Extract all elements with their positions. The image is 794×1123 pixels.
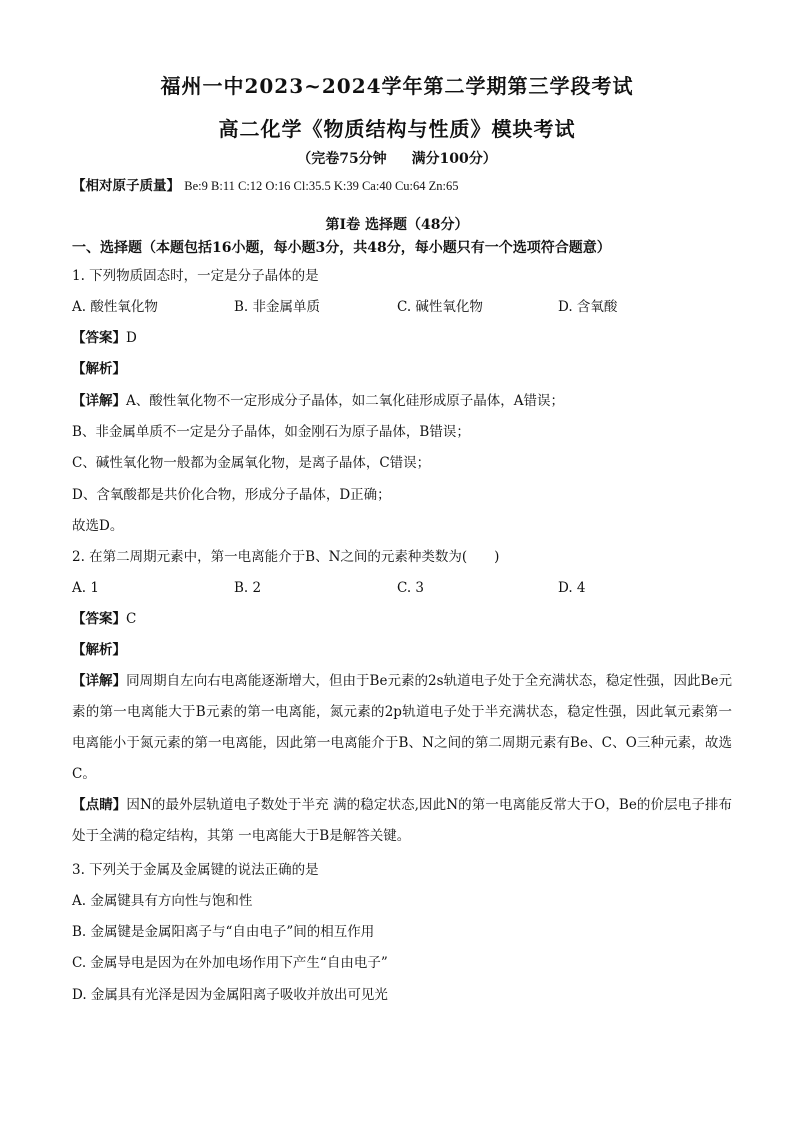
exam-duration: （完卷75分钟 (297, 151, 387, 167)
q3-option-a: A. 金属键具有方向性与饱和性 (72, 893, 253, 909)
q3-option-b: B. 金属键是金属阳离子与“自由电子”间的相互作用 (72, 924, 375, 940)
q1-detail-line-4: D、含氧酸都是共价化合物，形成分子晶体，D正确； (72, 487, 391, 503)
q2-option-b: B. 2 (234, 580, 262, 596)
q1-answer (72, 328, 137, 348)
q1-option-c: C. 碱性氧化物 (397, 299, 483, 315)
atomic-masses-values: Be:9 B:11 C:12 O:16 Cl:35.5 K:39 Ca:40 Cu:64 Zn:65 (184, 179, 459, 193)
q1-answer-label: 【答案】 (72, 330, 126, 346)
q3-option-c: C. 金属导电是因为在外加电场作用下产生“自由电子” (72, 955, 388, 971)
q2-option-a: A. 1 (72, 580, 99, 596)
exam-score: 满分100分） (411, 151, 497, 167)
q1-detail-label: 【详解】 (72, 393, 126, 409)
q2-detail-label: 【详解】 (72, 673, 127, 689)
q1-detail-line-1 (72, 391, 564, 411)
q1-stem: 1. 下列物质固态时，一定是分子晶体的是 (72, 268, 319, 284)
atomic-masses (72, 176, 459, 196)
q2-answer-label: 【答案】 (72, 611, 126, 627)
section-instruction: 一、选择题（本题包括16小题，每小题3分，共48分，每小题只有一个选项符合题意） (72, 240, 611, 256)
q2-answer-value: C (126, 611, 137, 627)
q1-conclusion: 故选D。 (72, 518, 124, 534)
q2-comment-text: 因N的最外层轨道电子数处于半充 满的稳定状态,因此N的第一电离能反常大于O，Be的价层电子排布处于全满的稳定结构，其第 一电离能大于B是解答关键。 (72, 797, 733, 844)
section-heading: 第Ⅰ卷 选择题（48分） (325, 217, 469, 233)
q2-option-c: C. 3 (397, 580, 425, 596)
q2-detail (72, 666, 732, 790)
q1-option-a: A. 酸性氧化物 (72, 299, 158, 315)
q2-comment-label: 【点睛】 (72, 797, 127, 813)
q3-option-d: D. 金属具有光泽是因为金属阳离子吸收并放出可见光 (72, 987, 388, 1003)
q1-answer-value: D (126, 330, 137, 346)
q3-stem: 3. 下列关于金属及金属键的说法正确的是 (72, 862, 319, 878)
q1-option-d: D. 含氧酸 (558, 299, 618, 315)
atomic-masses-label: 【相对原子质量】 (72, 178, 180, 194)
q1-detail-line-3: C、碱性氧化物一般都为金属氧化物，是离子晶体，C错误； (72, 455, 431, 471)
q1-option-b: B. 非金属单质 (234, 299, 321, 315)
q2-detail-text: 同周期自左向右电离能逐渐增大，但由于Be元素的2s轨道电子处于全充满状态，稳定性强，因此Be元素的第一电离能大于B元素的第一电离能，氮元素的2p轨道电子处于半充满状态，稳定性强，因此氧元素第一电离能小于氮元素的第一电离能，因此第一电离能介于B、N之间的第二周期元素有Be、C、O三种元素，故选C。 (72, 673, 733, 782)
exam-info (0, 148, 794, 168)
q2-answer (72, 609, 136, 629)
q2-stem: 2. 在第二周期元素中，第一电离能介于B、N之间的元素种类数为( ) (72, 549, 500, 565)
q2-comment (72, 790, 732, 852)
q1-detail-text: A、酸性氧化物不一定形成分子晶体，如二氧化硅形成原子晶体，A错误； (126, 393, 564, 409)
q1-analysis-label: 【解析】 (72, 361, 126, 377)
exam-title: 福州一中2023~2024学年第二学期第三学段考试 (160, 74, 634, 98)
q1-detail-line-2: B、非金属单质不一定是分子晶体，如金刚石为原子晶体，B错误； (72, 424, 470, 440)
q2-analysis-label: 【解析】 (72, 642, 126, 658)
q2-option-d: D. 4 (558, 580, 586, 596)
exam-subtitle: 高二化学《物质结构与性质》模块考试 (218, 117, 576, 141)
